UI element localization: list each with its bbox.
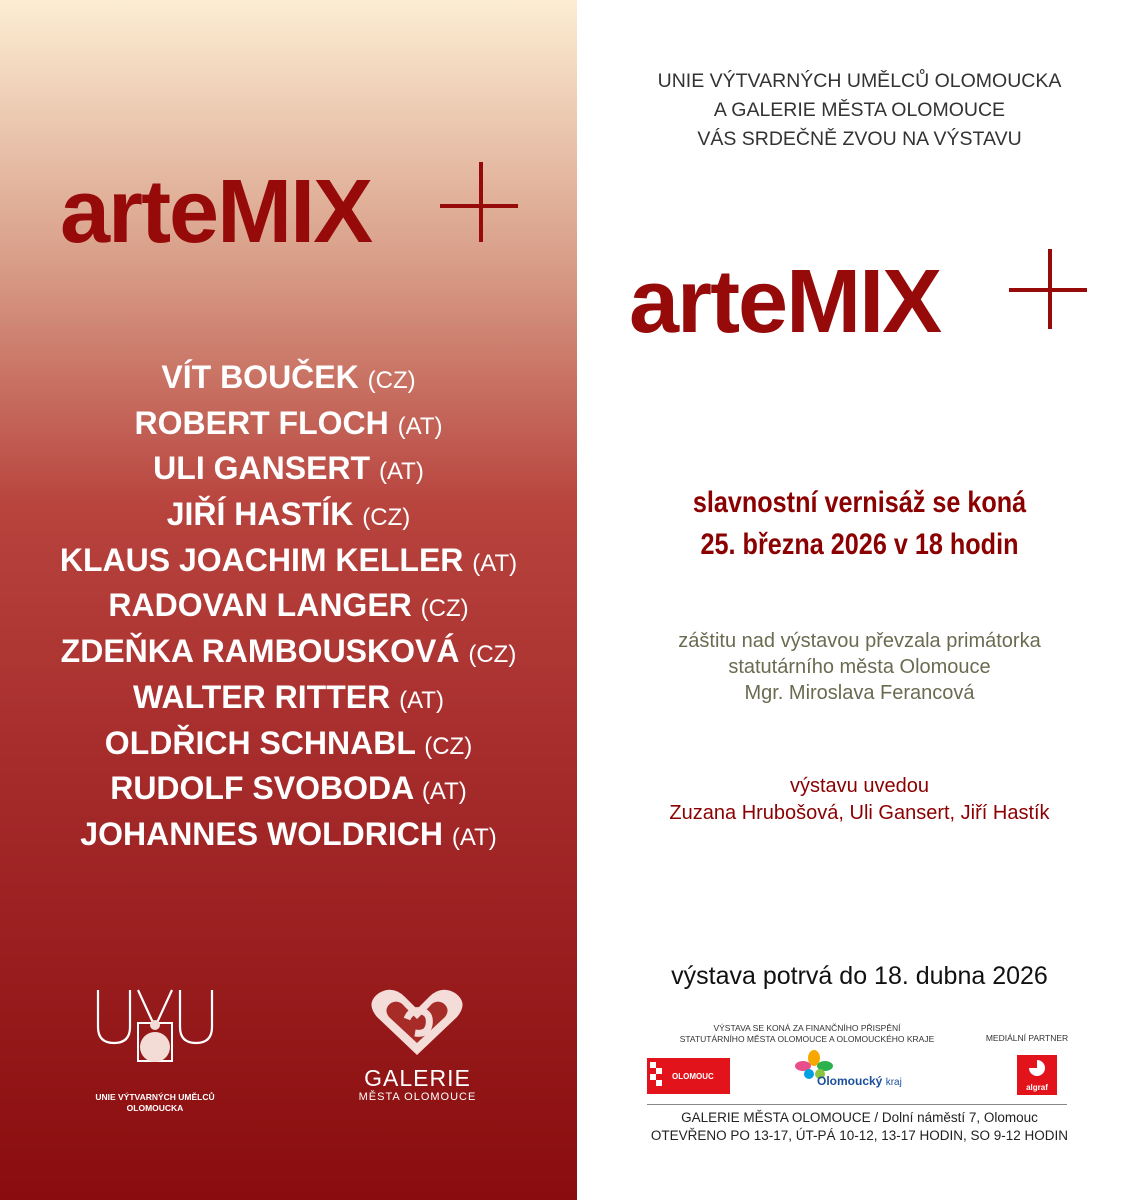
plus-vertical xyxy=(479,162,483,242)
artist-country: (CZ) xyxy=(420,595,469,623)
plus-vertical xyxy=(1048,249,1052,329)
artist-name: ZDEŇKA RAMBOUSKOVÁ xyxy=(60,633,460,670)
artist-name: KLAUS JOACHIM KELLER xyxy=(59,541,464,578)
opening-line-2: 25. března 2026 v 18 hodin xyxy=(700,528,1019,561)
artist-item xyxy=(0,812,577,858)
invitation-line-3: VÁS SRDEČNĚ ZVOU NA VÝSTAVU xyxy=(697,128,1022,150)
artist-name: VÍT BOUČEK xyxy=(161,359,359,395)
opening-text xyxy=(622,482,1097,566)
galerie-logo xyxy=(355,985,480,1115)
patronage-text xyxy=(577,628,1142,706)
invitation-line-2: A GALERIE MĚSTA OLOMOUCE xyxy=(713,99,1006,121)
duration-text: výstava potrvá do 18. dubna 2026 xyxy=(671,962,1048,990)
sponsor-note-line-1: VÝSTAVA SE KONÁ ZA FINANČNÍHO PŘISPĚNÍ xyxy=(713,1023,901,1033)
algraf-logo xyxy=(1017,1055,1057,1095)
uvu-logo xyxy=(80,985,230,1115)
olomouc-city-logo xyxy=(647,1058,730,1094)
opening-line-1: slavnostní vernisáž se koná xyxy=(692,486,1027,519)
galerie-caption-line-2: MĚSTA OLOMOUCE xyxy=(358,1091,477,1103)
sponsor-note xyxy=(617,1023,997,1045)
sponsor-note-line-2: STATUTÁRNÍHO MĚSTA OLOMOUCE A OLOMOUCKÉHO KRAJE xyxy=(679,1034,935,1044)
galerie-caption-line-1: GALERIE xyxy=(364,1065,471,1091)
artist-country: (AT) xyxy=(378,458,424,486)
uvu-caption-line-2: OLOMOUCKA xyxy=(126,1103,184,1113)
artist-item xyxy=(0,538,577,584)
artist-country: (CZ) xyxy=(367,367,416,394)
artist-country: (AT) xyxy=(399,686,444,714)
patronage-line-1: záštitu nad výstavou převzala primátorka xyxy=(678,630,1041,652)
artist-item xyxy=(0,355,577,401)
olomouc-city-label: OLOMOUC xyxy=(672,1071,714,1081)
artist-item xyxy=(0,401,577,447)
invitation-text xyxy=(577,67,1142,154)
title-text: arteMIX xyxy=(629,252,941,352)
introduction-text xyxy=(577,773,1142,827)
footer-divider xyxy=(647,1104,1067,1105)
artist-country: (AT) xyxy=(472,549,518,577)
artist-item xyxy=(0,675,577,721)
galerie-caption xyxy=(355,1065,480,1103)
artist-country: (CZ) xyxy=(362,504,411,532)
footer-hours: OTEVŘENO PO 13-17, ÚT-PÁ 10-12, 13-17 HODIN, SO 9-12 HODIN xyxy=(650,1128,1069,1143)
artist-name: RUDOLF SVOBODA xyxy=(110,770,414,807)
artist-country: (CZ) xyxy=(424,732,473,760)
kraj-label xyxy=(817,1074,902,1088)
artist-name: JOHANNES WOLDRICH xyxy=(80,815,443,852)
olomoucky-kraj-logo xyxy=(789,1050,919,1094)
kraj-label-light: kraj xyxy=(885,1077,902,1088)
artist-list xyxy=(0,355,577,858)
artist-country: (AT) xyxy=(397,412,443,440)
invitation-line-1: UNIE VÝTVARNÝCH UMĚLCŮ OLOMOUCKA xyxy=(657,70,1062,92)
patronage-line-3: Mgr. Miroslava Ferancová xyxy=(744,682,975,704)
footer-address: GALERIE MĚSTA OLOMOUCE / Dolní náměstí 7, Olomouc xyxy=(681,1110,1038,1125)
uvu-caption-line-1: UNIE VÝTVARNÝCH UMĚLCŮ xyxy=(95,1092,215,1102)
artist-country: (CZ) xyxy=(468,641,517,669)
title-logo-left xyxy=(60,162,372,262)
artist-name: ULI GANSERT xyxy=(153,450,371,487)
artist-item xyxy=(0,583,577,629)
artist-item xyxy=(0,492,577,538)
patronage-line-2: statutárního města Olomouce xyxy=(728,656,991,678)
artist-item xyxy=(0,446,577,492)
kraj-label-bold: Olomoucký xyxy=(817,1074,883,1088)
artist-name: OLDŘICH SCHNABL xyxy=(104,724,416,761)
uvu-logo-icon xyxy=(80,985,230,1065)
artist-name: ROBERT FLOCH xyxy=(134,404,389,441)
artist-item xyxy=(0,766,577,812)
olomouc-checker-icon xyxy=(650,1062,666,1090)
algraf-label: algraf xyxy=(1026,1083,1048,1092)
title-logo-right xyxy=(629,252,941,352)
introduction-line-2: Zuzana Hrubošová, Uli Gansert, Jiří Hastík xyxy=(669,802,1050,824)
artist-item xyxy=(0,629,577,675)
algraf-icon xyxy=(1027,1058,1047,1078)
artist-name: WALTER RITTER xyxy=(133,678,391,715)
introduction-line-1: výstavu uvedou xyxy=(790,775,929,797)
artist-name: RADOVAN LANGER xyxy=(108,587,412,624)
artist-item xyxy=(0,721,577,767)
artist-country: (AT) xyxy=(421,778,467,806)
artist-name: JIŘÍ HASTÍK xyxy=(166,496,354,533)
artist-country: (AT) xyxy=(451,823,497,851)
media-partner-note: MEDIÁLNÍ PARTNER xyxy=(985,1033,1069,1043)
title-text: arteMIX xyxy=(60,162,372,262)
right-panel xyxy=(577,0,1142,1200)
galerie-heart-icon xyxy=(355,985,480,1060)
uvu-caption xyxy=(80,1092,230,1114)
